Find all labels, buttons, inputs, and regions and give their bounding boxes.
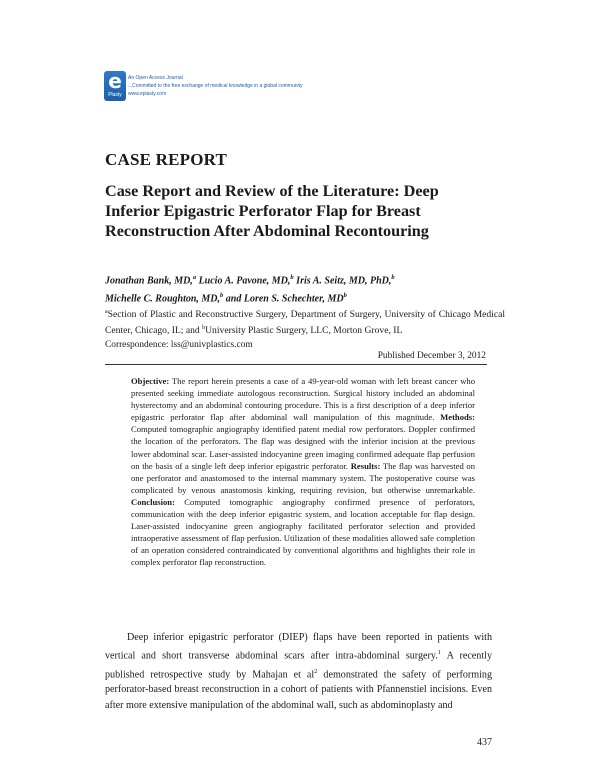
author-list [105,270,505,307]
author-name: Lucio A. Pavone, MD, [198,275,291,287]
abstract-methods-label: Methods: [440,412,475,423]
header-divider [105,364,487,365]
author-conjunction: and [225,293,242,305]
eplasty-logo-badge [104,71,126,101]
author-affiliation-marker: a [192,274,197,281]
body-text-1: Deep inferior epigastric perforator (DIEP) flaps have been reported in patients with vertical and short transverse abdominal scars after intra-abdominal surgery. [105,632,492,662]
abstract-conclusion-label: Conclusion: [131,496,175,507]
journal-website: www.eplasty.com [128,91,167,97]
page-number: 437 [477,737,492,748]
affiliations [105,306,505,337]
affiliation-marker: a [105,309,108,315]
reference-marker: 2 [314,667,318,675]
abstract [131,375,475,569]
author-affiliation-marker: b [343,292,347,300]
abstract-results: The flap was harvested on one perforator and anastomosed to the internal mammary system. The postoperative course was complicated by venous anastomosis kinking, requiring revision, but otherwise unremarkable. [131,460,475,495]
journal-tagline-2: ...Committed to the free exchange of medical knowledge in a global community [128,83,303,89]
author-name: Iris A. Seitz, MD, PhD, [296,275,392,287]
author-name: Loren S. Schechter, MD [243,293,344,305]
affiliation-a: Section of Plastic and Reconstructive Surgery, Department of Surgery, University of Chicago Medical Center, Chicago, IL; and [105,309,505,336]
abstract-objective-label: Objective: [131,376,170,386]
body-paragraph [105,630,492,713]
author-affiliation-marker: b [391,274,395,281]
logo-letter: e [108,69,122,93]
journal-tagline-1: An Open Access Journal [128,75,183,81]
correspondence: Correspondence: lss@univplastics.com [105,340,253,350]
article-title: Case Report and Review of the Literature: Deep Inferior Epigastric Perforator Flap for Breast Reconstruction After Abdominal Recontouring [105,182,439,240]
author-affiliation-marker: b [290,274,294,281]
abstract-objective: The report herein presents a case of a 49-year-old woman with left breast cancer who presented seeking immediate autologous reconstruction. Surgical history included an abdominal hysterectomy and an abdominal contouring procedure. This is a first description of a deep inferior epigastric perforator flap after abdominal wall manipulation of this magnitude. [131,376,475,423]
abstract-conclusion: Computed tomographic angiography confirmed presence of perforators, communication with the deep inferior epigastric system, and location acceptable for flap design. Laser-assisted indocyanine green angiography facilitated perforator selection and provided intraoperative assessment of flap perfusion. Utilization of these modalities allowed safe completion of an operation considered contraindicated by conventional algorithms and highlights their role in complex perforator flap reconstruction. [131,496,475,568]
abstract-methods: Computed tomographic angiography identified patent medial row perforators. Doppler confirmed the location of the perforators. The flap was designed with the inferior incision at the previous lower abdominal scar. Laser-assisted indocyanine green imaging confirmed adequate flap perfusion on the basis of a single left deep inferior epigastric perforator. [131,424,475,471]
author-name: Jonathan Bank, MD, [105,275,193,287]
affiliation-b: University Plastic Surgery, LLC, Morton Grove, IL [205,324,403,336]
abstract-results-label: Results: [350,460,381,471]
reference-marker: 1 [437,649,442,657]
published-date: Published December 3, 2012 [377,351,486,361]
affiliation-marker: b [202,324,206,331]
section-label: CASE REPORT [105,150,228,169]
journal-tagline [128,74,303,98]
author-name: Michelle C. Roughton, MD, [105,293,221,305]
logo-brand: Plasty [108,92,122,98]
body-text-2: A recently published retrospective study by Mahajan et al [105,650,492,681]
body-text-3: demonstrated the safety of performing perforator-based breast reconstruction in a cohort of patients with Pfannenstiel incisions. Even after more extensive manipulation of the abdominal wall, such as abdominoplasty and [105,669,492,711]
author-affiliation-marker: b [220,292,224,300]
